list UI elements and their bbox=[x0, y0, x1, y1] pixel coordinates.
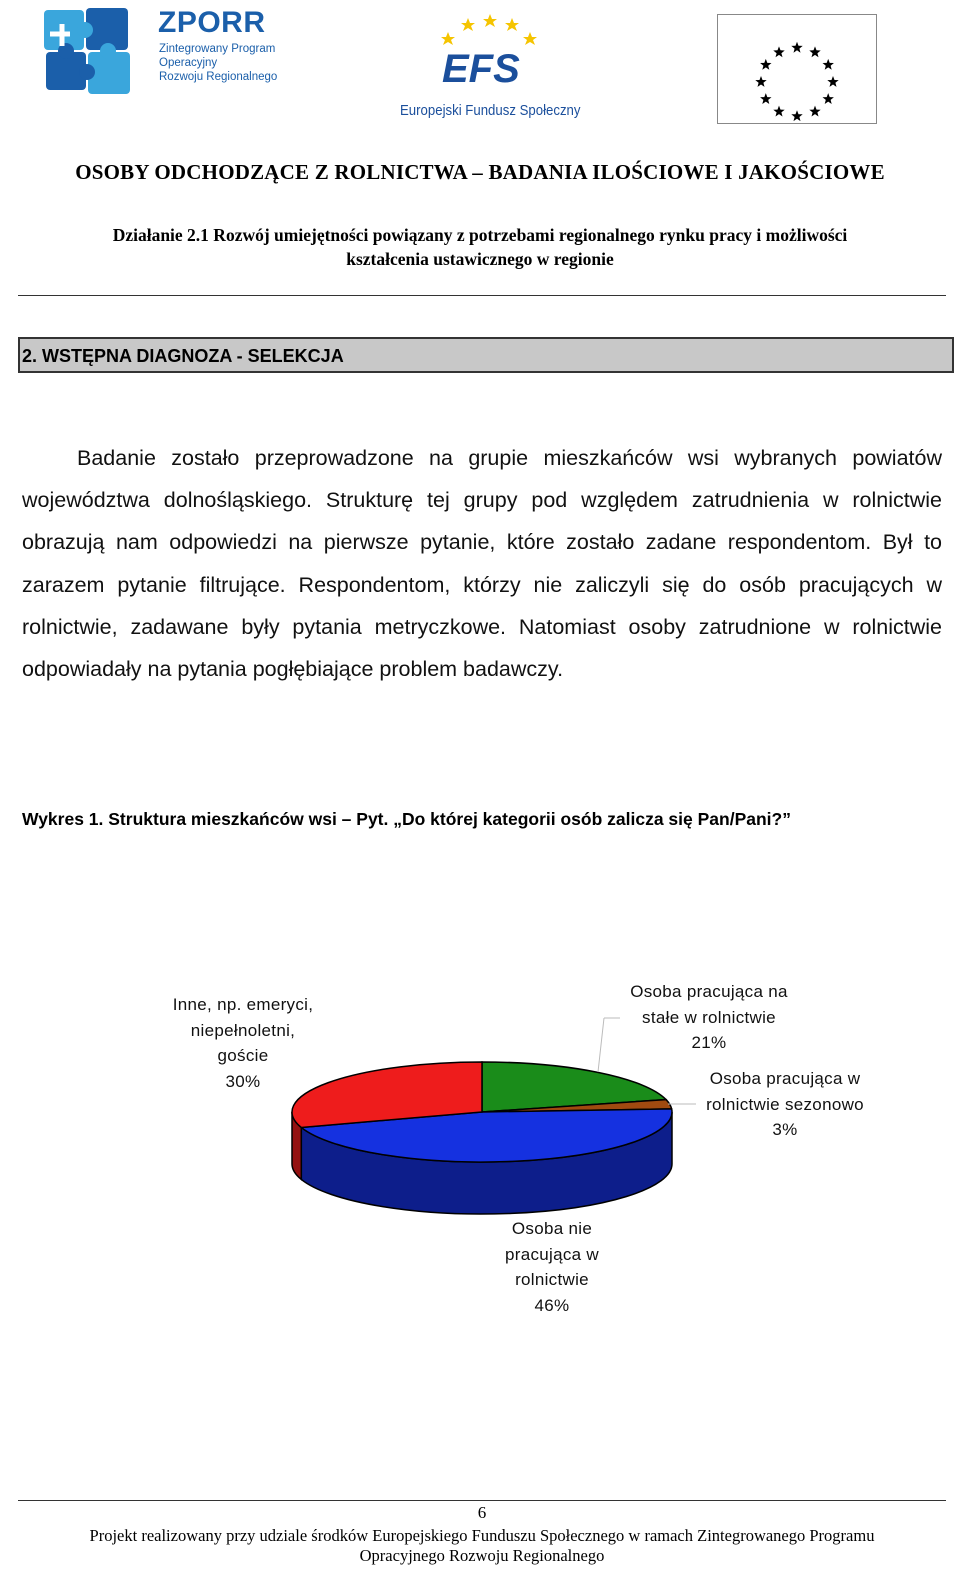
pie-label-seasonal-line1: Osoba pracująca w bbox=[709, 1069, 861, 1088]
zporr-subtitle-line3: Rozwoju Regionalnego bbox=[159, 71, 278, 83]
pie-label-other-value: 30% bbox=[225, 1071, 261, 1091]
zporr-subtitle-line1: Zintegrowany Program bbox=[159, 43, 276, 55]
pie-label-not-working-line1: Osoba nie bbox=[511, 1219, 593, 1238]
pie-label-not-working-line2: pracująca w bbox=[504, 1244, 599, 1264]
pie-label-seasonal-value: 3% bbox=[772, 1120, 798, 1139]
pie-label-not-working-value: 46% bbox=[534, 1295, 570, 1315]
pie-label-permanent-value: 21% bbox=[691, 1033, 727, 1052]
footer-text bbox=[0, 1526, 960, 1566]
page-number: 6 bbox=[477, 1503, 487, 1522]
section-heading: 2. WSTĘPNA DIAGNOZA - SELEKCJA bbox=[22, 346, 344, 366]
pie-label-permanent-line2: stałe w rolnictwie bbox=[642, 1007, 776, 1027]
pie-label-seasonal-line2: rolnictwie sezonowo bbox=[706, 1094, 864, 1114]
pie-label-permanent bbox=[620, 979, 798, 1056]
document-title: OSOBY ODCHODZĄCE Z ROLNICTWA – BADANIA ILOŚCIOWE I JAKOŚCIOWE bbox=[75, 160, 885, 184]
intro-paragraph: Badanie zostało przeprowadzone na grupie mieszkańców wsi wybranych powiatów województwa dolnośląskiego. Strukturę tej grupy pod względem zatrudnienia w rolnictwie obrazują nam odpowiedzi na pierwsze pytanie, które zostało zadane respondentom. Był to zarazem pytanie filtrujące. Respondentom, którzy nie zaliczyli się do osób pracujących w rolnictwie, zadawane były pytania metryczkowe. Natomiast osoby zatrudnione w rolnictwie odpowiadały na pytania pogłębiające problem badawczy. bbox=[22, 446, 942, 682]
efs-title: EFS bbox=[442, 47, 520, 90]
pie-label-seasonal bbox=[693, 1066, 877, 1143]
action-line-1: Działanie 2.1 Rozwój umiejętności powiązany z potrzebami regionalnego rynku pracy i możliwości bbox=[112, 225, 848, 245]
efs-subtitle: Europejski Fundusz Społeczny bbox=[400, 102, 581, 119]
footer-line-1: Projekt realizowany przy udziale środków Europejskiego Funduszu Społecznego w ramach Zintegrowanego Programu bbox=[89, 1526, 875, 1545]
figure-caption: Wykres 1. Struktura mieszkańców wsi – Pyt. „Do której kategorii osób zalicza się Pan/Pani?” bbox=[22, 809, 791, 829]
footer-line-2: Opracyjnego Rozwoju Regionalnego bbox=[359, 1546, 605, 1565]
pie-label-not-working bbox=[481, 1216, 623, 1318]
pie-label-not-working-line3: rolnictwie bbox=[515, 1270, 589, 1289]
leader-line-permanent-down bbox=[598, 1018, 604, 1072]
action-line-2: kształcenia ustawicznego w regionie bbox=[346, 249, 614, 269]
pie-label-other-line1: Inne, np. emeryci, bbox=[172, 995, 314, 1014]
zporr-title: ZPORR bbox=[158, 6, 266, 39]
zporr-subtitle-line2: Operacyjny bbox=[159, 57, 218, 69]
pie-label-other-line3: goście bbox=[217, 1046, 269, 1065]
pie-label-other-line2: niepełnoletni, bbox=[190, 1020, 296, 1040]
pie-label-permanent-line1: Osoba pracująca na bbox=[630, 982, 788, 1001]
pie-label-other bbox=[156, 992, 330, 1094]
footer-divider bbox=[18, 1500, 946, 1501]
